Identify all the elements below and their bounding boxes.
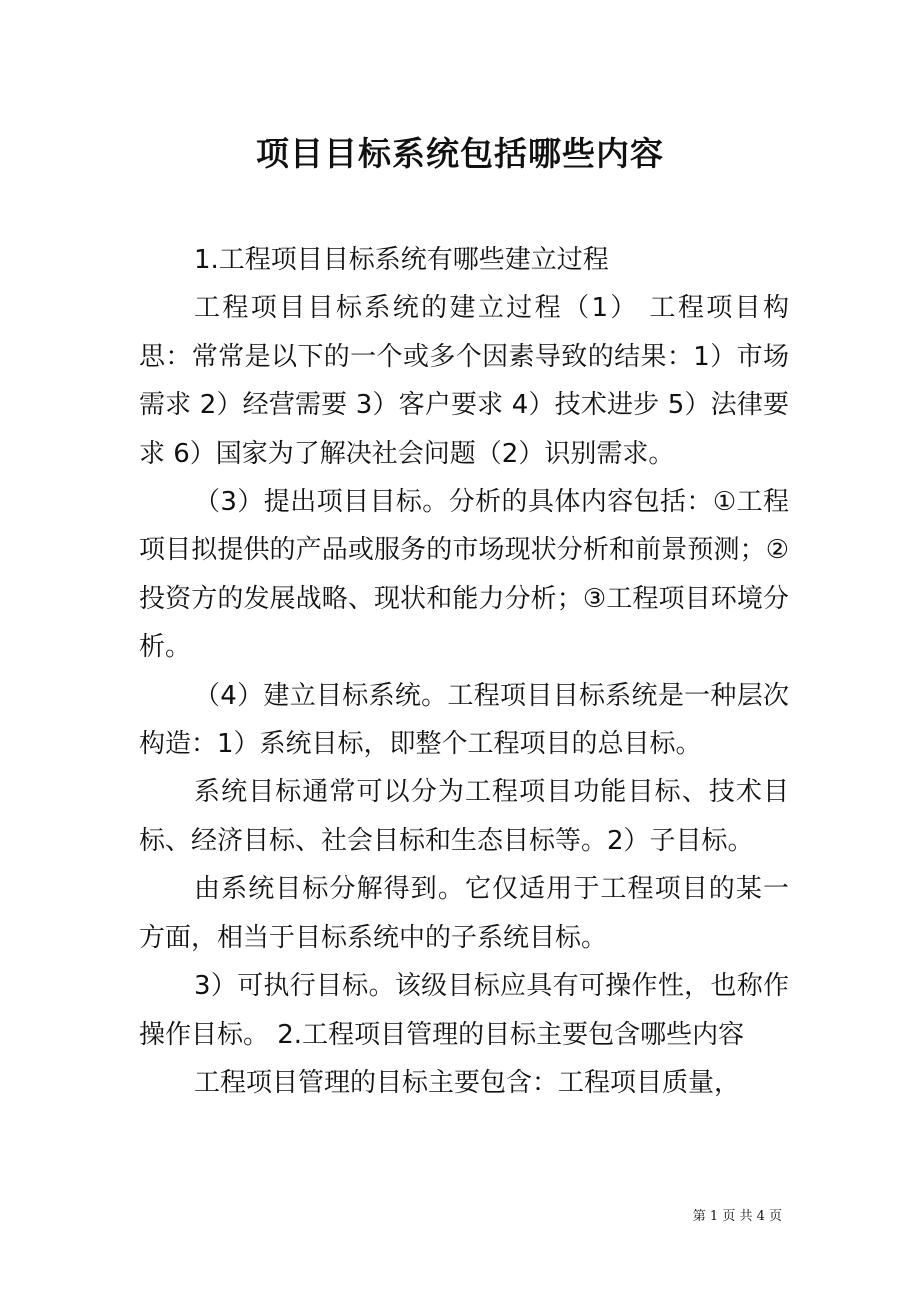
paragraph: 工程项目目标系统的建立过程（1） 工程项目构思：常常是以下的一个或多个因素导致的结果：1）市场需求 2）经营需要 3）客户要求 4）技术进步 5）法律要求 6）国家为了解决社会问题（2）识别需求。 <box>139 293 789 469</box>
paragraph: 工程项目管理的目标主要包含：工程项目质量， <box>194 1067 741 1098</box>
paragraph: 由系统目标分解得到。它仅适用于工程项目的某一方面，相当于目标系统中的子系统目标。 <box>139 874 789 953</box>
page-number: 第 1 页 共 4 页 <box>692 1209 782 1224</box>
paragraph: （3）提出项目目标。分析的具体内容包括：①工程项目拟提供的产品或服务的市场现状分析和前景预测；②投资方的发展战略、现状和能力分析；③工程项目环境分析。 <box>139 487 789 663</box>
document-title: 项目目标系统包括哪些内容 <box>256 134 664 173</box>
page-footer <box>0 1208 782 1226</box>
paragraph: 3）可执行目标。该级目标应具有可操作性，也称作操作目标。 2.工程项目管理的目标主要包含哪些内容 <box>139 971 789 1050</box>
document-body <box>139 236 789 1107</box>
paragraph: 1.工程项目目标系统有哪些建立过程 <box>194 245 609 275</box>
paragraph: 系统目标通常可以分为工程项目功能目标、技术目标、经济目标、社会目标和生态目标等。2）子目标。 <box>139 777 789 856</box>
paragraph: （4）建立目标系统。工程项目目标系统是一种层次构造：1）系统目标，即整个工程项目的总目标。 <box>139 680 789 760</box>
